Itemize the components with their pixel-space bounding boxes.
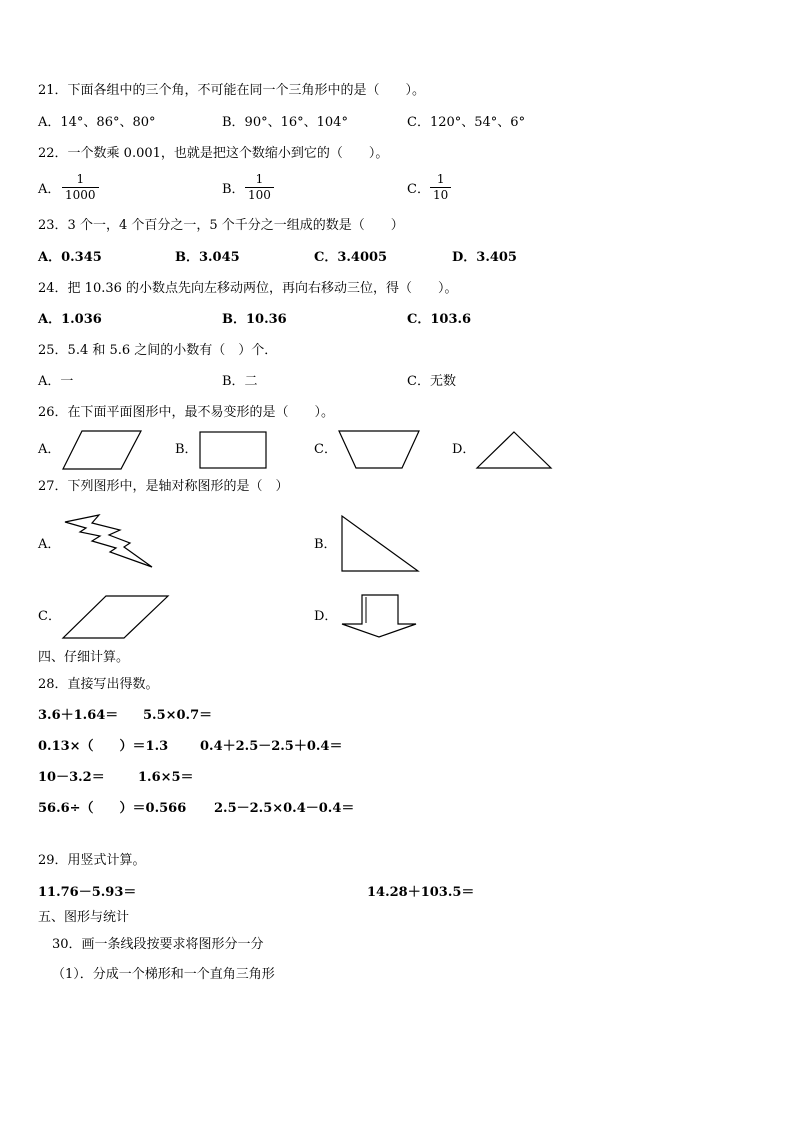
- q21-option-a: A．14°、86°、80°: [38, 115, 156, 130]
- q27-option-c: C．: [38, 609, 61, 624]
- q23-option-c: C．3.4005: [314, 250, 388, 265]
- q22-option-a-label: A．: [38, 182, 61, 197]
- q23-option-b: B．3.045: [175, 250, 240, 265]
- right-triangle-shape: [340, 515, 420, 573]
- q28-item-1a: 3.6＋1.64＝: [38, 708, 119, 723]
- section-4-title: 四、仔细计算。: [38, 650, 130, 665]
- q25-option-b: B．二: [222, 374, 258, 389]
- q27-stem: 27．下列图形中，是轴对称图形的是（ ）: [38, 479, 289, 494]
- fraction-denominator: 100: [248, 188, 271, 202]
- fraction-denominator: 10: [433, 188, 449, 202]
- q29-item-b: 14.28＋103.5＝: [367, 885, 475, 900]
- q30-stem: 30．画一条线段按要求将图形分一分: [52, 937, 264, 952]
- q24-option-b: B．10.36: [222, 312, 287, 327]
- q26-option-c: C．: [314, 442, 337, 457]
- slanted-parallelogram-shape: [62, 595, 170, 639]
- q27-option-b: B．: [314, 537, 337, 552]
- trapezoid-shape: [338, 430, 420, 470]
- q22-fraction-b: [245, 172, 274, 203]
- q23-option-a: A．0.345: [38, 250, 102, 265]
- q28-item-2b: 0.4＋2.5－2.5＋0.4＝: [200, 739, 343, 754]
- parallelogram-shape: [62, 430, 142, 470]
- q29-item-a: 11.76－5.93＝: [38, 885, 137, 900]
- q25-option-c: C．无数: [407, 374, 456, 389]
- q28-item-3b: 1.6×5＝: [138, 770, 194, 785]
- q28-stem: 28．直接写出得数。: [38, 677, 159, 692]
- q21-stem: 21．下面各组中的三个角，不可能在同一个三角形中的是（ ）。: [38, 83, 426, 98]
- q28-item-4b: 2.5－2.5×0.4－0.4＝: [214, 801, 355, 816]
- q27-option-a: A．: [38, 537, 61, 552]
- q28-item-3a: 10－3.2＝: [38, 770, 105, 785]
- q26-option-b: B．: [175, 442, 198, 457]
- fraction-denominator: 1000: [65, 188, 96, 202]
- q23-option-d: D．3.405: [452, 250, 517, 265]
- q22-fraction-c: [430, 172, 451, 203]
- q26-option-a: A．: [38, 442, 61, 457]
- down-arrow-shape: [340, 594, 420, 638]
- q30-sub-1: （1）．分成一个梯形和一个直角三角形: [52, 967, 275, 982]
- q22-option-c-label: C．: [407, 182, 430, 197]
- q24-option-c: C．103.6: [407, 312, 472, 327]
- q27-option-d: D．: [314, 609, 338, 624]
- q25-option-a: A．一: [38, 374, 74, 389]
- q23-stem: 23．3 个一，4 个百分之一，5 个千分之一组成的数是（ ）: [38, 218, 404, 233]
- q24-stem: 24．把 10.36 的小数点先向左移动两位，再向右移动三位，得（ ）。: [38, 281, 458, 296]
- q22-option-b-label: B．: [222, 182, 245, 197]
- q24-option-a: A．1.036: [38, 312, 102, 327]
- q28-item-2a: 0.13×（ ）＝1.3: [38, 739, 169, 754]
- q22-fraction-a: [62, 172, 99, 203]
- q21-option-c: C．120°、54°、6°: [407, 115, 526, 130]
- q21-option-b: B．90°、16°、104°: [222, 115, 348, 130]
- q25-stem: 25．5.4 和 5.6 之间的小数有（ ）个．: [38, 343, 278, 358]
- fraction-numerator: 1: [245, 172, 274, 188]
- q26-stem: 26．在下面平面图形中，最不易变形的是（ ）。: [38, 405, 335, 420]
- q26-option-d: D．: [452, 442, 476, 457]
- fraction-numerator: 1: [430, 172, 451, 188]
- q28-item-4a: 56.6÷（ ）＝0.566: [38, 801, 187, 816]
- section-5-title: 五、图形与统计: [38, 910, 130, 925]
- fraction-numerator: 1: [62, 172, 99, 188]
- triangle-shape: [476, 431, 552, 469]
- q29-stem: 29．用竖式计算。: [38, 853, 146, 868]
- lightning-bolt-shape: [64, 514, 154, 568]
- q22-stem: 22．一个数乘 0.001，也就是把这个数缩小到它的（ ）。: [38, 146, 389, 161]
- q28-item-1b: 5.5×0.7＝: [143, 708, 213, 723]
- rectangle-shape: [199, 431, 267, 469]
